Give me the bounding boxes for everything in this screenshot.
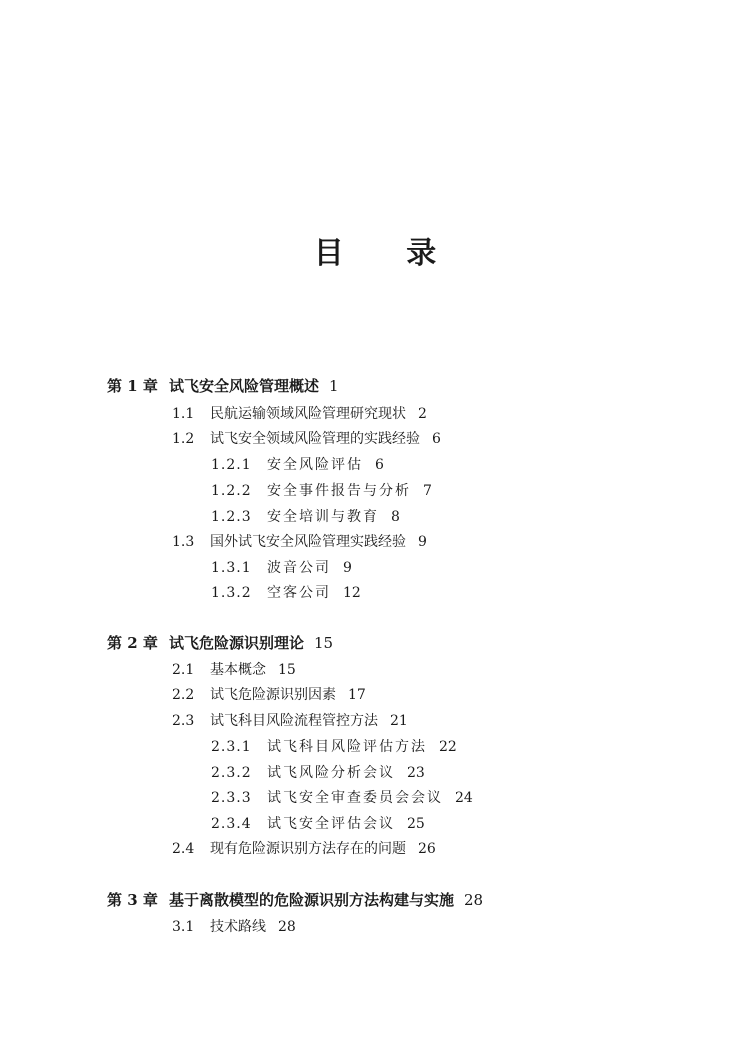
toc-subsection-entry[interactable] xyxy=(211,558,352,578)
toc-number: 2.1 xyxy=(172,662,195,678)
toc-section-entry[interactable] xyxy=(172,660,296,680)
toc-page-number: 12 xyxy=(343,585,361,601)
toc-number: 2.3 xyxy=(172,713,195,729)
toc-page-number: 6 xyxy=(375,457,384,473)
toc-number: 第 2 章 xyxy=(107,634,158,652)
toc-section-entry[interactable] xyxy=(172,685,366,705)
toc-number: 2.4 xyxy=(172,841,195,857)
toc-page-number: 2 xyxy=(418,406,427,422)
toc-subsection-entry[interactable] xyxy=(211,814,425,834)
toc-number: 1.2.2 xyxy=(211,483,252,499)
toc-number: 2.2 xyxy=(172,687,195,703)
toc-number: 1.1 xyxy=(172,406,195,422)
page-title: 目 录 xyxy=(313,236,463,271)
toc-text: 试飞科目风险评估方法 xyxy=(267,739,427,755)
toc-subsection-entry[interactable] xyxy=(211,737,457,757)
toc-number: 1.2 xyxy=(172,431,195,447)
toc-number: 2.3.3 xyxy=(211,790,252,806)
toc-text: 安全事件报告与分析 xyxy=(267,483,411,499)
toc-text: 试飞科目风险流程管控方法 xyxy=(210,713,378,729)
toc-page-number: 22 xyxy=(439,739,457,755)
toc-page-number: 24 xyxy=(455,790,473,806)
toc-text: 试飞安全领域风险管理的实践经验 xyxy=(210,431,420,447)
toc-text: 民航运输领域风险管理研究现状 xyxy=(210,406,406,422)
toc-page-number: 9 xyxy=(418,534,427,550)
toc-text: 国外试飞安全风险管理实践经验 xyxy=(210,534,406,550)
toc-text: 试飞危险源识别理论 xyxy=(169,634,305,652)
toc-text: 基本概念 xyxy=(210,662,266,678)
toc-text: 试飞安全评估会议 xyxy=(267,816,395,832)
toc-section-entry[interactable] xyxy=(172,404,427,424)
toc-number: 1.3 xyxy=(172,534,195,550)
toc-number: 1.3.1 xyxy=(211,560,252,576)
toc-page-number: 23 xyxy=(407,765,425,781)
toc-subsection-entry[interactable] xyxy=(211,763,425,783)
toc-page-number: 17 xyxy=(348,687,366,703)
toc-section-entry[interactable] xyxy=(172,532,427,552)
toc-text: 空客公司 xyxy=(267,585,331,601)
toc-number: 第 3 章 xyxy=(107,891,158,909)
toc-page-number: 28 xyxy=(464,891,484,909)
toc-section-entry[interactable] xyxy=(172,839,436,859)
toc-subsection-entry[interactable] xyxy=(211,455,384,475)
toc-page-number: 25 xyxy=(407,816,425,832)
toc-page-number: 26 xyxy=(418,841,436,857)
toc-page-number: 15 xyxy=(314,634,334,652)
toc-text: 试飞安全审查委员会会议 xyxy=(267,790,443,806)
toc-page-number: 1 xyxy=(329,377,339,395)
toc-text: 技术路线 xyxy=(210,919,266,935)
toc-number: 3.1 xyxy=(172,919,195,935)
toc-number: 2.3.1 xyxy=(211,739,252,755)
toc-text: 试飞危险源识别因素 xyxy=(210,687,336,703)
toc-subsection-entry[interactable] xyxy=(211,481,432,501)
toc-page-number: 28 xyxy=(278,919,296,935)
toc-number: 第 1 章 xyxy=(107,377,158,395)
toc-text: 试飞安全风险管理概述 xyxy=(169,377,320,395)
toc-number: 1.3.2 xyxy=(211,585,252,601)
toc-section-entry[interactable] xyxy=(172,711,408,731)
toc-number: 2.3.2 xyxy=(211,765,252,781)
toc-chapter-entry[interactable] xyxy=(107,890,483,910)
toc-subsection-entry[interactable] xyxy=(211,507,400,527)
toc-subsection-entry[interactable] xyxy=(211,788,473,808)
toc-text: 波音公司 xyxy=(267,560,331,576)
toc-text: 安全风险评估 xyxy=(267,457,363,473)
toc-chapter-entry[interactable] xyxy=(107,376,339,396)
toc-number: 1.2.1 xyxy=(211,457,252,473)
toc-page-number: 21 xyxy=(390,713,408,729)
toc-number: 2.3.4 xyxy=(211,816,252,832)
toc-text: 基于离散模型的危险源识别方法构建与实施 xyxy=(169,891,455,909)
toc-page-number: 8 xyxy=(391,509,400,525)
toc-page-number: 15 xyxy=(278,662,296,678)
toc-section-entry[interactable] xyxy=(172,917,296,937)
toc-text: 试飞风险分析会议 xyxy=(267,765,395,781)
toc-chapter-entry[interactable] xyxy=(107,633,333,653)
toc-number: 1.2.3 xyxy=(211,509,252,525)
toc-page-number: 6 xyxy=(432,431,441,447)
toc-subsection-entry[interactable] xyxy=(211,583,361,603)
toc-page-number: 9 xyxy=(343,560,352,576)
toc-page-number: 7 xyxy=(423,483,432,499)
toc-text: 安全培训与教育 xyxy=(267,509,379,525)
toc-section-entry[interactable] xyxy=(172,429,441,449)
toc-text: 现有危险源识别方法存在的问题 xyxy=(210,841,406,857)
